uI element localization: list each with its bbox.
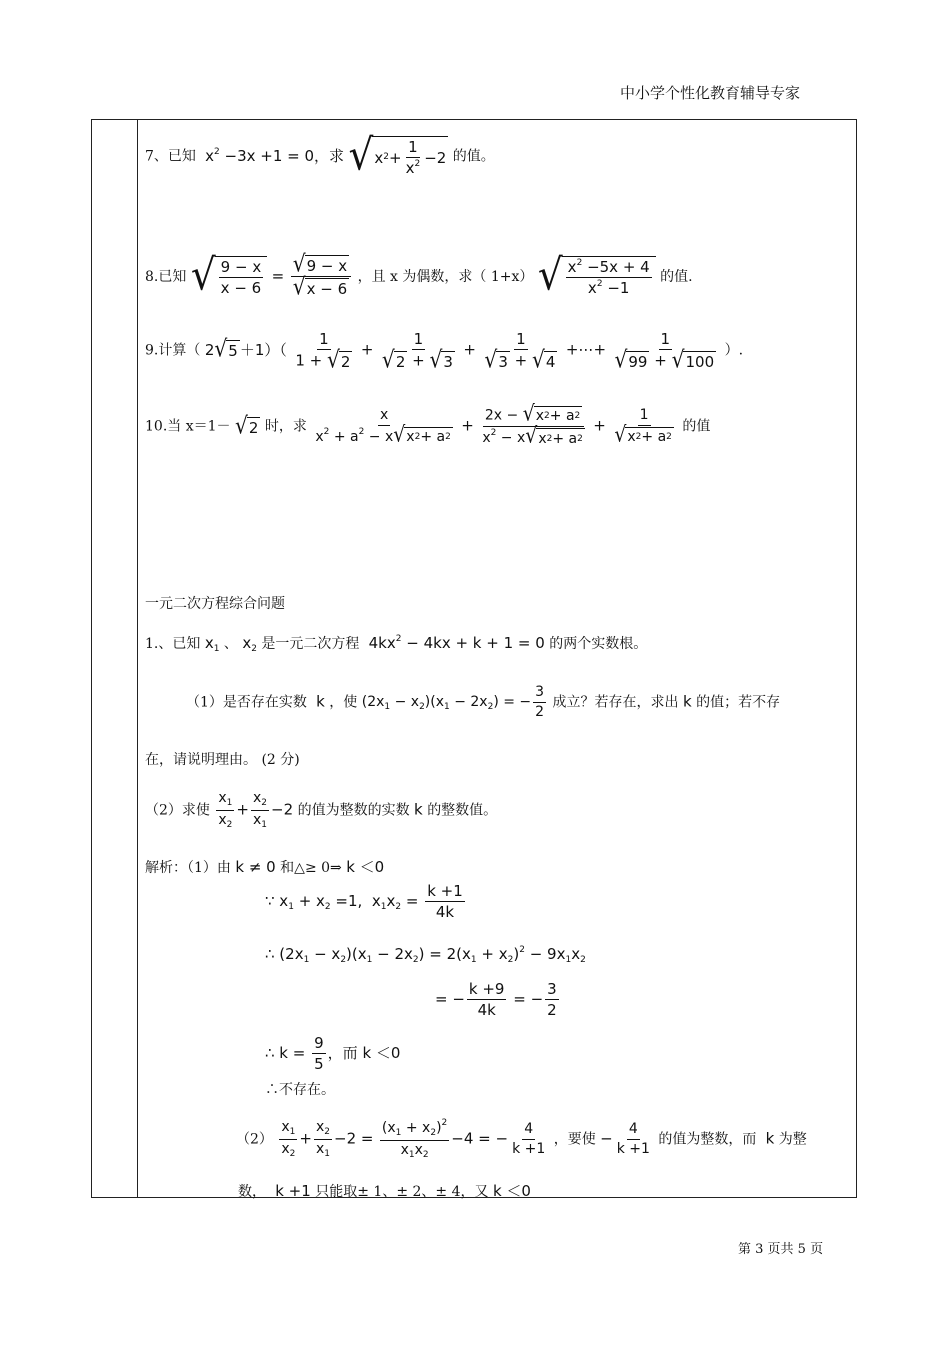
problem-9: 9.计算（ 2 √ 5 ＋1）（ 1 1 + √ 2 + 1 √ 2 + √ 3 + 1 √ 3 + √ 4 +⋯+ 1 √ 99 + √ 100 ）.: [145, 330, 744, 374]
solution-step-1: ∵ $x_1 + x_2 =1$, $x_1x_2$ = $\frac{k +1}{4k}$: [265, 882, 463, 921]
question-1-part-1-cont: 在，请说明理由。 (2 分): [145, 752, 300, 768]
solution-last-line: 数， k +1 只能取± 1、± 2、± 4，又 k ＜0: [238, 1182, 531, 1200]
question-1-part-2: （2）求使 $\frac{x_1}{x_2}$ + $\frac{x_2}{x_1}$ −2 的值为整数的实数 k 的整数值。: [145, 790, 498, 830]
solution-step-3: = − $\frac{k +9}{4k}$ = − $\frac{3}{2}$: [435, 980, 557, 1019]
column-divider: [137, 119, 138, 1198]
solution-intro: 解析：（1）由 k ≠ 0 和△≥ 0⇒ k ＜0: [145, 858, 385, 876]
problem-8: 8.已知 √ 9 − x x − 6 = √ 9 − x √ x − 6 ，且 x 为偶数，求（ 1+x） √ $x^2 -5x + 4$ $x^2 -1$ 的值.: [145, 249, 693, 301]
page-footer: 第 3 页共 5 页: [738, 1242, 824, 1257]
question-1: 1.、已知 $x_1$ 、 $x_2$ 是一元二次方程 $4kx^2 - 4kx + k + 1 = 0$ 的两个实数根。: [145, 634, 648, 654]
header-brand: 中小学个性化教育辅导专家: [620, 84, 801, 102]
question-1-part-1: （1）是否存在实数 k ，使 $(2x_1 - x_2)(x_1 - 2x_2)$ = − $\frac{3}{2}$ 成立？若存在，求出 k 的值；若不存: [186, 684, 781, 720]
problem-7: 7、已知 $x^2 -3x +1 = 0$，求 √ x 2 + 1 $x^2$ −2 的值。: [145, 130, 495, 181]
sqrt-expression: √ x 2 + 1 $x^2$ −2: [348, 130, 447, 181]
problem-10: 10.当 x＝1－ √ 2 时，求 x $x^2 + a^2 - x$ √ x 2 + a 2 + 2x − √ x 2 + a 2 $x^2 - x$ √ x 2 + a 2 + 1 √ x 2 + a 2 的值: [145, 400, 711, 449]
solution-step-2: ∴ $(2x_1 - x_2)(x_1 - 2x_2) = 2(x_1 + x_2)^2 - 9x_1x_2$: [265, 945, 586, 965]
section-title: 一元二次方程综合问题: [145, 596, 285, 612]
solution-step-4: ∴ k = $\frac{9}{5}$ ，而 k ＜0: [265, 1034, 401, 1073]
solution-not-exist: ∴不存在。: [265, 1082, 335, 1098]
solution-part-2: （2） $\frac{x_1}{x_2}$ + $\frac{x_2}{x_1}$ −2 = $\frac{(x_1 + x_2)^2}{x_1x_2}$ −4 = − $\frac{4}{k +1}$ ，要使 − $\frac{4}{k +1}$ 的值为整数，而 k 为整: [236, 1118, 807, 1160]
